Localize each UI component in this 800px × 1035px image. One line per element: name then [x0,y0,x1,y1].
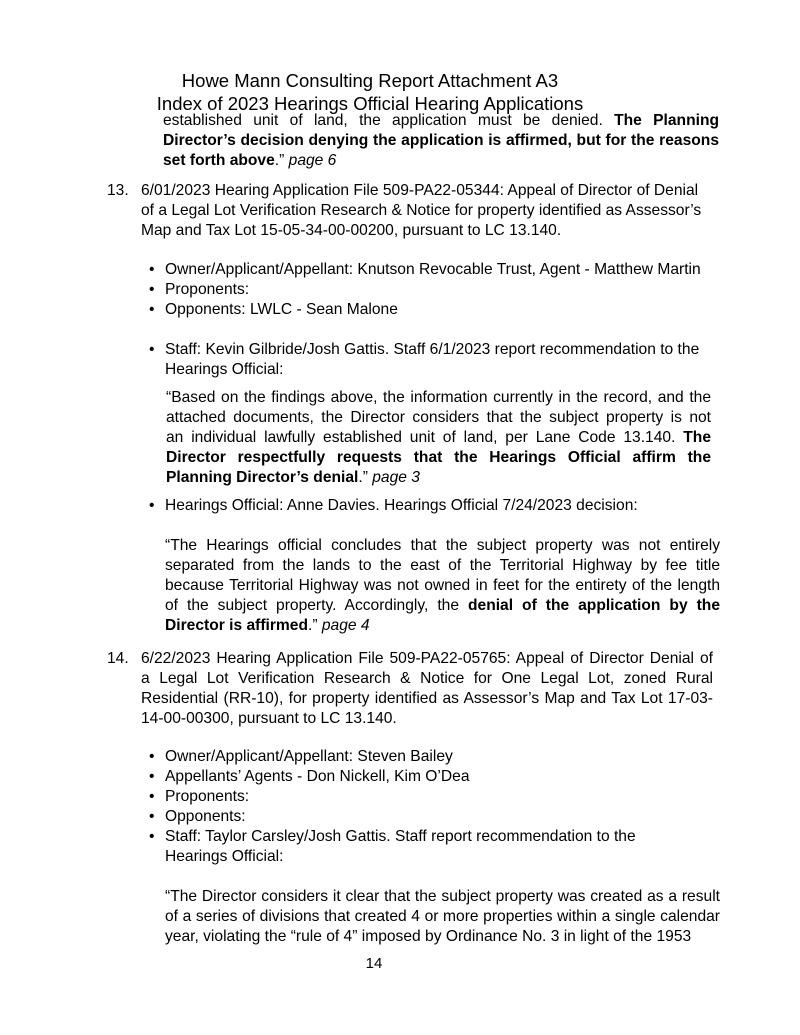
text-run: “Based on the findings above, the information currently in the record, and the [166,389,711,406]
text-run: established unit of land, the application must be denied. [163,112,615,129]
text-run: year, violating the “rule of 4” imposed by Ordinance No. 3 in light of the 1953 [165,928,692,945]
bold-text: Director respectfully requests that the Hearings Official affirm the [166,449,711,466]
page-reference: page 6 [288,152,337,169]
bold-text: The [683,429,711,446]
text-run: .” [274,152,289,169]
list-item: • Staff: Taylor Carsley/Josh Gattis. Staff report recommendation to the Hearings Official: [149,828,636,865]
text-run: Residential (RR-10), for property identified as Assessor’s Map and Tax Lot 17-03- [141,690,713,707]
text-run: 6/01/2023 Hearing Application File 509-PA22-05344: Appeal of Director of Denial [141,182,699,199]
item-number: 14. [107,650,129,667]
text-run: “The Director considers it clear that the subject property was created as a result [165,888,720,905]
text-line [141,669,713,689]
text-line [163,111,719,131]
bold-text: The Planning [614,112,719,129]
bullet-icon: • [149,768,155,785]
page-reference: page 4 [321,617,370,634]
text-line [141,201,711,221]
text-run: separated from the lands to the east of the Territorial Highway by fee title [165,557,720,574]
report-title: Howe Mann Consulting Report Attachment A3 [181,70,559,91]
bullet-icon: • [149,261,155,278]
text-run: a Legal Lot Verification Research & Notice for One Legal Lot, zoned Rural [141,670,713,687]
item-14-staff-quote [165,887,720,947]
text-run: of a series of divisions that created 4 or more properties within a single calendar [165,908,720,925]
bullet-icon: • [149,808,155,825]
text-line [166,388,711,408]
list-item: • Appellants’ Agents - Don Nickell, Kim O’Dea [149,768,470,785]
text-line [165,907,720,927]
bullet-icon: • [149,788,155,805]
text-line [141,221,711,241]
text-run: attached documents, the Director considers that the subject property is not [166,409,711,426]
text-line [141,181,711,201]
text-run: 14-00-00300, pursuant to LC 13.140. [141,710,397,727]
text-line [166,468,711,488]
text-line [165,556,720,576]
text-line [165,887,720,907]
list-item: • Owner/Applicant/Appellant: Knutson Revocable Trust, Agent - Matthew Martin [149,261,701,278]
text-line [165,927,720,947]
item-14-description [141,649,713,729]
item-13-description [141,181,711,241]
text-run: of a Legal Lot Verification Research & Notice for property identified as Assessor’s [141,202,702,219]
text-line [141,689,713,709]
bullet-icon: • [149,748,155,765]
text-line [165,616,720,636]
bold-text: Director’s decision denying the application is affirmed, but for the reasons [163,132,719,149]
bullet-icon: • [149,301,155,318]
list-item: • Hearings Official: Anne Davies. Hearings Official 7/24/2023 decision: [149,497,638,514]
report-subtitle: Index of 2023 Hearings Official Hearing Applications [156,93,584,114]
text-line [163,131,719,151]
text-run: because Territorial Highway was not owned in feet for the entirety of the length [165,577,720,594]
item-13-staff-quote [166,388,711,488]
list-item: • Opponents: LWLC - Sean Malone [149,301,398,318]
list-item: • Opponents: [149,808,246,825]
text-run: .” [308,617,322,634]
bold-text: Planning Director’s denial [166,469,359,486]
list-item: • Proponents: [149,788,250,805]
item-number: 13. [107,182,129,199]
bullet-icon: • [149,497,155,514]
text-run: “The Hearings official concludes that the subject property was not entirely [165,537,720,554]
list-item: • Proponents: [149,281,250,298]
bold-text: Director is affirmed [165,617,308,634]
text-line [166,428,711,448]
bold-text: set forth above [163,152,275,169]
text-line [163,151,719,171]
item-13-parties [149,260,701,320]
text-line [166,408,711,428]
text-line [141,709,713,729]
bold-text: denial of the application by the [468,597,721,614]
page-reference: page 3 [372,469,420,486]
item-13-hearings-official [149,496,638,516]
text-run: .” [358,469,373,486]
text-line [165,596,720,616]
list-item: • Owner/Applicant/Appellant: Steven Bailey [149,748,453,765]
bullet-icon: • [149,828,155,845]
list-item: • Staff: Kevin Gilbride/Josh Gattis. Staff 6/1/2023 report recommendation to the Hearings Official: [149,341,700,378]
text-line [166,448,711,468]
text-run: Map and Tax Lot 15-05-34-00-00200, pursuant to LC 13.140. [141,222,562,239]
continuation-paragraph [163,111,719,171]
text-run: of the subject property. Accordingly, the [165,597,468,614]
item-13-staff [149,340,699,380]
item-13-decision-quote [165,536,720,636]
bullet-icon: • [149,341,155,358]
item-14-parties [149,747,636,867]
text-run: 6/22/2023 Hearing Application File 509-PA22-05765: Appeal of Director Denial of [141,650,713,667]
page-number: 14 [365,955,383,972]
text-line [165,576,720,596]
text-line [141,649,713,669]
text-line [165,536,720,556]
text-run: an individual lawfully established unit of land, per Lane Code 13.140. [166,429,684,446]
bullet-icon: • [149,281,155,298]
